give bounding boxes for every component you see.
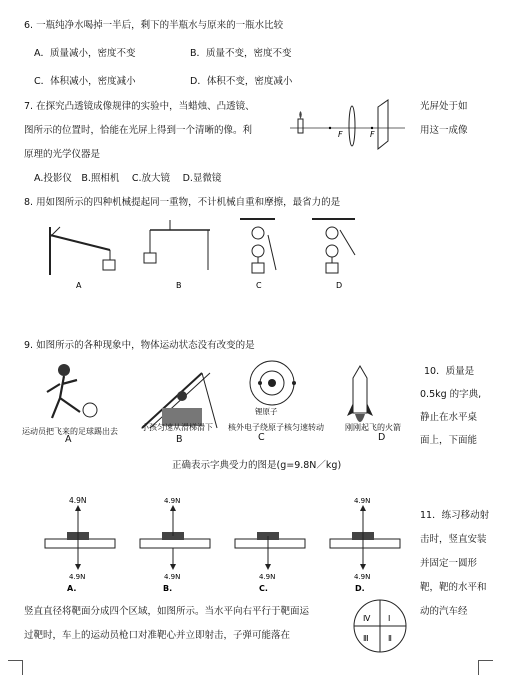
target-diagram (352, 598, 408, 654)
q9-caption-b: 小孩匀速从滑梯滑下 (141, 423, 213, 432)
q8-label-a: A (76, 281, 82, 290)
region-iv: Ⅳ (363, 614, 371, 623)
q7-line1: 7. 在探究凸透镜成像规律的实验中，当蜡烛、凸透镜、 (24, 101, 255, 112)
q10-label-d: D. (355, 584, 365, 593)
region-ii: Ⅱ (388, 634, 392, 643)
q10-label-a: A. (67, 584, 77, 593)
corner-mark-right (478, 660, 493, 675)
q10-label-b: B. (163, 584, 173, 593)
q6-option-d: D．体积不变，密度减小 (190, 76, 293, 87)
q10-line4: 面上，下面能 (420, 435, 478, 446)
q10-force-diagrams (45, 496, 405, 595)
q11-line2: 击时，竖直安装 (420, 534, 487, 545)
q9-caption-c: 核外电子绕原子核匀速转动 (228, 423, 324, 432)
q8-label-b: B (176, 281, 182, 290)
q7-options: A.投影仪 B.照相机 C.放大镜 D.显微镜 (34, 173, 222, 184)
q6-option-a: A．质量减小，密度不变 (34, 48, 136, 59)
q9-letter-c: C (258, 432, 265, 443)
corner-mark-left (8, 660, 23, 675)
q11-line6: 过靶时，车上的运动员枪口对准靶心并立即射击，子弹可能落在 (24, 630, 291, 641)
force-label-a-up: 4.9N (69, 496, 87, 505)
focal-label-right: F (370, 130, 375, 139)
force-label-d-down: 4.9N (354, 573, 371, 581)
region-iii: Ⅲ (363, 634, 369, 643)
q7-line2-right: 用这一成像 (420, 125, 468, 136)
q8-label-c: C (256, 281, 262, 290)
q11-line4: 靶，靶的水平和 (420, 582, 487, 593)
q11-line3: 并固定一圆形 (420, 558, 478, 569)
force-label-b-down: 4.9N (164, 573, 181, 581)
optics-bench-diagram (290, 95, 410, 155)
q10-line1: 10．质量是 (424, 366, 475, 377)
focal-label-left: F (338, 130, 343, 139)
q11-line5: 竖直直径将靶面分成四个区域，如图所示。当水平向右平行于靶面运 (24, 606, 310, 617)
q8-machines-figure (40, 215, 380, 295)
force-label-a-down: 4.9N (69, 573, 86, 581)
force-label-d-up: 4.9N (354, 497, 371, 505)
q9-stem: 9. 如图所示的各种现象中，物体运动状态没有改变的是 (24, 340, 255, 351)
q6-option-b: B．质量不变，密度不变 (190, 48, 292, 59)
q8-stem: 8. 用如图所示的四种机械提起同一重物，不计机械自重和摩擦，最省力的是 (24, 197, 341, 208)
q9-caption-a: 运动员把飞来的足球踢出去 (22, 427, 118, 436)
q7-line3: 原理的光学仪器是 (24, 149, 101, 160)
q9-letter-b: B (176, 434, 183, 445)
q7-line2: 图所示的位置时，恰能在光屏上得到一个清晰的像。利 (24, 125, 253, 136)
force-label-c-down: 4.9N (259, 573, 276, 581)
region-i: Ⅰ (388, 614, 391, 623)
q11-line5-right: 动的汽车经 (420, 606, 468, 617)
q8-label-d: D (336, 281, 343, 290)
q9-caption-d: 刚刚起飞的火箭 (345, 423, 401, 432)
q10-line5: 正确表示字典受力的图是(g=9.8N／kg) (172, 460, 342, 471)
q9-letter-a: A (65, 434, 72, 445)
q10-line3: 静止在水平桌 (420, 412, 478, 423)
q6-option-c: C．体积减小，密度减小 (34, 76, 136, 87)
q6-stem: 6. 一瓶纯净水喝掉一半后，剩下的半瓶水与原来的一瓶水比较 (24, 20, 284, 31)
q10-label-c: C. (259, 584, 268, 593)
q11-line1: 11．练习移动射 (420, 510, 490, 521)
q7-line1-right: 光屏处于如 (420, 101, 468, 112)
q10-line2: 0.5kg 的字典, (420, 389, 482, 400)
q9-letter-d: D (378, 432, 386, 443)
force-label-b-up: 4.9N (164, 497, 181, 505)
atom-label: 锂原子 (255, 407, 278, 416)
